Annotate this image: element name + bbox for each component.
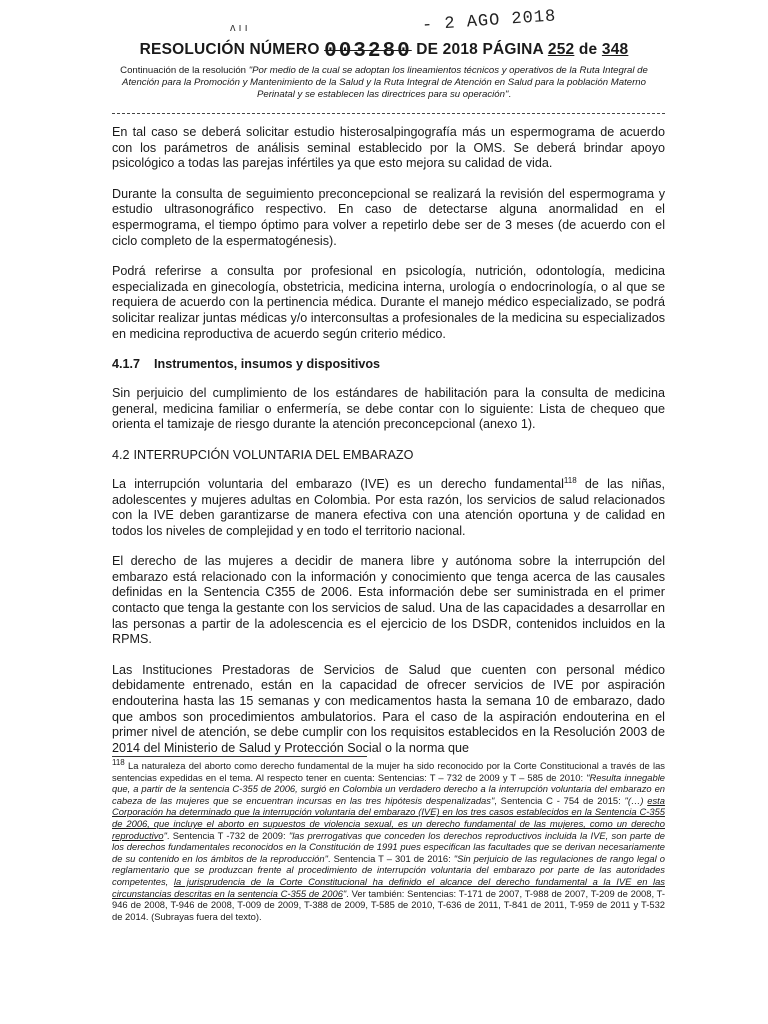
- footnote-number: 118: [112, 757, 125, 767]
- footnote-underlined-quote: la jurisprudencia de la Corte Constitucional ha definido el alcance del derecho fundamental a la IVE en las circunstancias descritas en la sentencia C-355 de 2006: [112, 875, 665, 899]
- paragraph-7: Las Instituciones Prestadoras de Servicios de Salud que cuenten con personal médico debidamente entrenado, están en la capacidad de ofrecer servicios de IVE por aspiración endouterina hasta las 15 semanas y con medicamentos hasta la semana 10 de embarazo, dado que ambos son procedimientos ambulatorios. Para el caso de la aspiración endouterina en el primer nivel de atención, se debe cumplir con los requisitos establecidos en la Resolución 2003 de 2014 del Ministerio de Salud y Protección Social o la norma que: [112, 662, 665, 755]
- section-number: 4.2: [112, 447, 130, 462]
- paragraph-6: El derecho de las mujeres a decidir de manera libre y autónoma sobre la interrupción del embarazo está relacionado con la información y conocimiento que tenga acerca de las causales definidas en la Sentencia C355 de 2006. Esta información debe ser suministrada en el primer contacto que tenga la gestante con los servicios de salud. Una de las capacidades a desarrollar en las personas a partir de la adolescencia es el ejercicio de los DSDR, contenidos incluidos en la RPMS.: [112, 554, 665, 647]
- section-heading-4-2: [112, 448, 665, 463]
- continuation-end: .: [508, 89, 512, 100]
- footnote-text: . Ver también: Sentencias: T-171 de 2007, T-988 de 2007, T-209 de 2008, T-946 de 2008, T-946 de 2008, T-009 de 2009, T-388 de 2009, T-585 de 2010, T-636 de 2011, T-841 de 2011, T-959 de 2011 y T-532 de 2014. (Subrayas fuera del texto).: [112, 887, 665, 922]
- footnote-quote: "las prerrogativas que conceden los derechos reproductivos incluida la IVE, son parte de los derechos fundamentales reconocidos en la Constitución de 1991 pues especifican las facultades que se derivan necesariamente de su contenido en los ámbitos de la reproducción": [112, 829, 665, 864]
- section-heading-4-1-7: [112, 357, 665, 372]
- footnote-underlined-quote: esta Corporación ha determinado que la interrupción voluntaria del embarazo (IVE) en los tres casos establecidos en la Sentencia C-355 de 2006, que incluye el aborto en supuestos de violencia sexual, es un derecho fundamental de las mujeres, como un derecho reproductivo: [112, 794, 665, 841]
- paragraph-5: [112, 477, 665, 539]
- paragraph-3: Podrá referirse a consulta por profesional en psicología, nutrición, odontología, medicina especializada en ginecología, obstetricia, medicina interna, urología o endocrinología, o al que se requiera de acuerdo con la pertinencia médica. Durante el manejo médico especializado, se podrá solicitar realizar juntas médicas y/o interconsultas a profesionales de la medicina su especializados en medicina reproductiva de acuerdo según criterio médico.: [112, 264, 666, 341]
- continuation-note: [104, 65, 664, 101]
- title-middle: DE 2018 PÁGINA: [416, 41, 544, 58]
- footnote-quote: ": [163, 829, 167, 841]
- stamp-marks: ʌ ı ı: [230, 22, 248, 34]
- resolution-title: [0, 40, 768, 63]
- page-current: 252: [547, 41, 575, 58]
- footnote-text: . Sentencia T – 301 de 2016:: [327, 852, 454, 864]
- footnote-divider: [112, 756, 367, 757]
- paragraph-1: En tal caso se deberá solicitar estudio histerosalpingografía más un espermograma de acuerdo con los parámetros de análisis seminal establecido por la OMS. Se deberá brindar apoyo psicológico a todas las parejas infértiles ya que esto mejora su calidad de vida.: [112, 125, 665, 171]
- title-prefix: RESOLUCIÓN NÚMERO: [139, 41, 320, 58]
- section-title: Instrumentos, insumos y dispositivos: [154, 357, 381, 372]
- handwritten-date: - 2 AGO 2018: [421, 7, 557, 36]
- paragraph-4: Sin perjuicio del cumplimiento de los estándares de habilitación para la consulta de medicina general, medicina familiar o enfermería, se debe contar con lo siguiente: Lista de chequeo que orienta el tamizaje de riesgo durante la atención preconcepcional (anexo 1).: [112, 386, 665, 432]
- footnote-quote: "(…): [624, 794, 648, 806]
- footnote-ref-118: 118: [563, 475, 577, 485]
- footnote-118: [112, 757, 665, 922]
- footnote-text: La naturaleza del aborto como derecho fundamental de la mujer ha sido reconocido por la Corte Constitucional a través de las sentencias expedidas en el tema. Al respecto tener en cuenta: Sentencias: T – 732 de 2009 y T – 585 de 2010:: [112, 760, 665, 783]
- paragraph-2: Durante la consulta de seguimiento preconcepcional se realizará la revisión del espermograma y estudio ultrasonográfico respectivo. En caso de detectarse alguna anormalidad en el espermograma, el tiempo óptimo para volver a repetirlo debe ser de 3 meses (de acuerdo con el ciclo completo de la espermatogénesis).: [112, 186, 665, 248]
- footnote-quote: ": [342, 887, 347, 899]
- continuation-quote: "Por medio de la cual se adoptan los lineamientos técnicos y operativos de la Ruta Integral de Atención para la Promoción y Mantenimiento de la Salud y la Ruta Integral de Atención en Salud para la población Materno Perinatal y se establecen las directrices para su operación": [122, 65, 648, 100]
- footnote-quote: "Sin perjuicio de las regulaciones de rango legal o reglamentario que se produzcan frente al procedimiento de interrupción voluntaria del embarazo por parte de las autoridades competentes,: [112, 852, 665, 887]
- title-of: de: [578, 41, 598, 58]
- page-total: 348: [601, 41, 629, 58]
- footnote-quote: "Resulta innegable que, a partir de la sentencia C-355 de 2006, surgió en Colombia un verdadero derecho a la interrupción voluntaria del embarazo en cabeza de las mujeres que se encuentran incursas en las tres hipótesis despenalizadas": [112, 771, 665, 806]
- resolution-number: 003280: [324, 40, 412, 63]
- header-divider: [112, 113, 665, 114]
- document-body: [112, 125, 665, 771]
- paragraph-5-text: La interrupción voluntaria del embarazo (IVE) es un derecho fundamental: [112, 476, 564, 491]
- footnote-text: , Sentencia C - 754 de 2015:: [494, 794, 625, 806]
- footnote-text: . Sentencia T -732 de 2009:: [166, 829, 289, 841]
- paragraph-5-text-cont: de las niñas, adolescentes y mujeres adultas en Colombia. Por esta razón, los servicios de salud relacionados con la IVE deben garantizarse de manera efectiva con una atención oportuna y de calidad en todos los niveles de complejidad y en todo el territorio nacional.: [112, 476, 665, 538]
- section-number: 4.1.7: [112, 357, 141, 372]
- section-title: INTERRUPCIÓN VOLUNTARIA DEL EMBARAZO: [133, 447, 414, 462]
- continuation-lead: Continuación de la resolución: [120, 65, 249, 76]
- page-header: [0, 6, 768, 63]
